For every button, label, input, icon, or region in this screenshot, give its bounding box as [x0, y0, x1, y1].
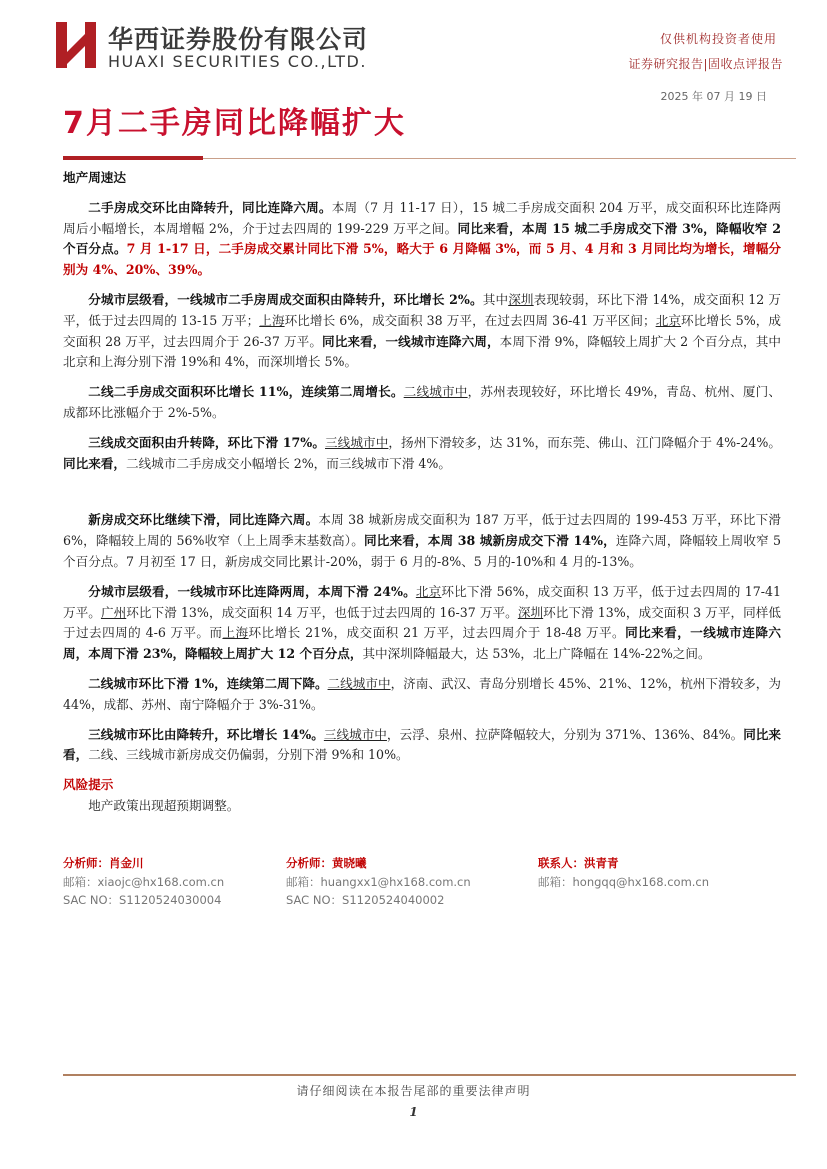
contact-role: 联系人： [538, 856, 584, 870]
paragraph-secondhand-overview [63, 198, 781, 281]
body-text: 连降六周，降幅较上周收窄 5 个百分点。7 月初至 17 日，新房成交同比累计-20%，弱于 6 月的-8%、5 月的-10%和 4 月的-13%。 [63, 533, 781, 569]
bold-lead: 三线成交面积由升转降，环比下滑 17%。 [88, 434, 325, 450]
title-rule [203, 158, 796, 159]
bold-lead: 新房成交环比继续下滑，同比连降六周。 [88, 512, 319, 528]
analyst-heading [63, 855, 293, 871]
body-text: 其中深圳降幅最大，达 53%，北上广降幅在 14%-22%之间。 [362, 646, 711, 662]
bold-lead: 分城市层级看，一线城市二手房周成交面积由降转升，环比增长 2%。 [88, 291, 483, 307]
body-text: 环比下滑 13%，成交面积 3 万平，同样低于过去四周的 4-6 万平。而 [63, 604, 782, 641]
analyst-email: 邮箱：xiaojc@hx168.com.cn [63, 875, 225, 889]
body-text: 二线、三线城市新房成交仍偏弱，分别下滑 9%和 10%。 [88, 747, 409, 763]
analyst-sac: SAC NO：S1120524040002 [286, 893, 445, 907]
section-gap [63, 483, 781, 510]
paragraph-newhome-tier3 [63, 725, 781, 767]
bold-text: 同比来看，本周 38 城新房成交下滑 14%， [363, 533, 616, 549]
paragraph-newhome-tier1 [63, 582, 781, 665]
body-text: 本周下滑 9%，降幅较上周扩大 2 个百分点，其中北京和上海分别下滑 19%和 4%，而深圳增长 5%。 [63, 333, 781, 370]
paragraph-newhome-tier2 [63, 674, 781, 716]
page-number: 1 [409, 1105, 418, 1119]
city-beijing: 北京 [655, 312, 682, 328]
city-shanghai: 上海 [222, 625, 249, 641]
footer-disclaimer: 请仔细阅读在本报告尾部的重要法律声明 [296, 1084, 531, 1098]
body-text: ，云浮、泉州、拉萨降幅较大，分别为 371%、136%、84%。 [386, 726, 744, 742]
body-text: 环比增长 6%，成交面积 38 万平，在过去四周 36-41 万平区间； [284, 312, 656, 328]
analyst-heading [286, 855, 516, 871]
analyst-role: 分析师： [286, 856, 332, 870]
footer-rule [63, 1074, 796, 1076]
company-name-cn: 华西证券股份有限公司 [108, 25, 369, 54]
bold-text: 同比来看，一线城市连降六周， [322, 333, 500, 349]
bold-lead: 二线城市环比下滑 1%，连续第二周下降。 [88, 675, 328, 691]
report-date: 2025 年 07 月 19 日 [660, 90, 767, 103]
tier2-cities: 二线城市中 [327, 675, 391, 691]
city-shenzhen: 深圳 [508, 291, 534, 307]
report-body [63, 168, 781, 821]
report-type: 证券研究报告|固收点评报告 [628, 57, 783, 71]
analyst-card [286, 855, 516, 909]
analyst-sac: SAC NO：S1120524030004 [63, 893, 222, 907]
body-text: 本周（7 月 11-17 日），15 城二手房成交面积 204 万平，成交面积环比连降两周后小幅增长，本周增幅 2%，介于过去四周的 199-229 万平之间。 [63, 199, 781, 236]
bold-lead: 二线二手房成交面积环比增长 11%，连续第二周增长。 [88, 384, 404, 400]
audience-note: 仅供机构投资者使用 [659, 32, 777, 46]
tier2-cities: 二线城市中 [403, 384, 468, 400]
analyst-role: 分析师： [63, 856, 109, 870]
section-title: 地产周速达 [63, 170, 126, 185]
bold-text: 同比来看，本周 15 城二手房成交下滑 3%，降幅收窄 2 个百分点。 [63, 220, 781, 257]
bold-lead: 二手房成交环比由降转升，同比连降六周。 [88, 199, 332, 215]
contact-name: 洪青青 [584, 856, 619, 870]
contact-heading [538, 855, 768, 871]
city-shenzhen: 深圳 [517, 604, 544, 620]
bold-text: 同比来看， [63, 455, 126, 471]
analyst-email: 邮箱：huangxx1@hx168.com.cn [286, 875, 471, 889]
highlight-text: 7 月 1-17 日，二手房成交累计同比下滑 5%，略大于 6 月降幅 3%，而 5 月、4 月和 3 月同比均为增长，增幅分别为 4%、20%、39%。 [63, 241, 782, 278]
contact-card [538, 855, 768, 891]
analyst-card [63, 855, 293, 909]
body-text: 表现较弱，环比下滑 14%，成交面积 12 万平，低于过去四周的 13-15 万平； [63, 291, 782, 328]
body-text: ，济南、武汉、青岛分别增长 45%、21%、12%，杭州下滑较多，为 44%，成都、苏州、南宁降幅介于 3%-31%。 [63, 675, 781, 712]
bold-text: 同比来看， [63, 726, 782, 763]
body-text: 环比下滑 56%，成交面积 13 万平，低于过去四周的 17-41 万平。 [63, 583, 782, 620]
bold-text: 同比来看，一线城市连降六周，本周下滑 23%，降幅较上周扩大 12 个百分点， [63, 625, 781, 662]
body-text: 环比下滑 13%，成交面积 14 万平，也低于过去四周的 16-37 万平。 [126, 604, 518, 620]
contact-email: 邮箱：hongqq@hx168.com.cn [538, 875, 710, 889]
body-text: 其中 [482, 291, 509, 307]
paragraph-secondhand-tier3 [63, 433, 781, 475]
body-text: 二线城市二手房成交小幅增长 2%，而三线城市下滑 4%。 [125, 455, 451, 471]
page-title: 7月二手房同比降幅扩大 [63, 106, 406, 141]
analyst-name: 肖金川 [109, 856, 144, 870]
company-name-en: HUAXI SECURITIES CO.,LTD. [108, 52, 367, 71]
body-text: 环比增长 5%，成交面积 28 万平，过去四周介于 26-37 万平。 [63, 312, 782, 349]
huaxi-logo-icon [56, 22, 96, 68]
body-text: 环比增长 21%，成交面积 21 万平，过去四周介于 18-48 万平。 [248, 625, 626, 641]
bold-lead: 分城市层级看，一线城市环比连降两周，本周下滑 24%。 [88, 583, 416, 599]
risk-text: 地产政策出现超预期调整。 [88, 797, 240, 813]
analyst-name: 黄晓曦 [332, 856, 367, 870]
tier3-cities: 三线城市中 [325, 434, 389, 450]
body-text: ，苏州表现较好，环比增长 49%，青岛、杭州、厦门、成都环比涨幅介于 2%-5%。 [63, 384, 781, 420]
body-text: ，扬州下滑较多，达 31%，而东莞、佛山、江门降幅介于 4%-24%。 [388, 434, 781, 450]
paragraph-secondhand-tier1 [63, 290, 781, 373]
tier3-cities: 三线城市中 [323, 726, 387, 742]
city-guangzhou: 广州 [100, 604, 127, 620]
city-shanghai: 上海 [259, 312, 285, 328]
city-beijing: 北京 [415, 583, 442, 599]
body-text: 本周 38 城新房成交面积为 187 万平，低于过去四周的 199-453 万平，环比下滑 6%，降幅较上周的 56%收窄（上上周季末基数高）。 [63, 512, 781, 549]
title-rule-accent [63, 156, 203, 160]
risk-title: 风险提示 [63, 777, 114, 793]
bold-lead: 三线城市环比由降转升，环比增长 14%。 [88, 726, 324, 742]
paragraph-newhome-overview [63, 510, 781, 572]
paragraph-secondhand-tier2 [63, 382, 781, 424]
